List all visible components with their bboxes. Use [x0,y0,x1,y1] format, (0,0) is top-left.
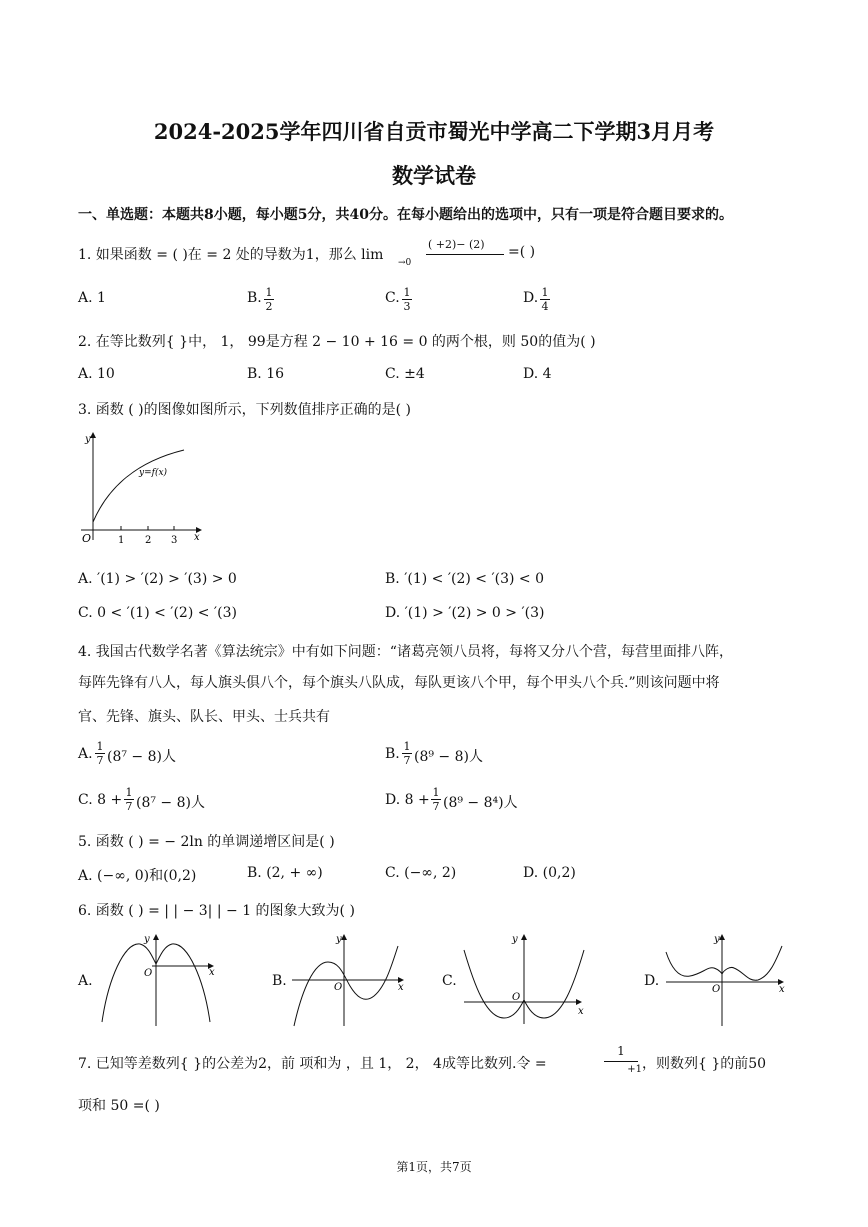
origin-label: O [82,532,92,545]
q1-stem: 1. 如果函数 = ( )在 = 2 处的导数为1，那么 lim [78,247,384,263]
y-label: y [336,934,342,945]
frac-den: 4 [541,300,549,313]
q5-option-c: C. (−∞, 2) [385,865,457,881]
frac-num: 1 [403,286,411,299]
q1-option-a: A. 1 [78,290,106,306]
q1-frac-num: ( +2)− (2) [428,238,485,251]
frac-num: 1 [125,786,133,799]
q6-stem: 6. 函数 ( ) = | | − 3| | − 1 的图象大致为( ) [78,903,355,919]
q3-function-graph [76,428,210,546]
x-label: x [578,1006,584,1017]
q6-graph-a [96,930,220,1028]
y-label: y [512,934,518,945]
q7-frac-line [604,1061,638,1062]
curve [666,946,782,980]
frac-den: 3 [403,300,411,313]
q4-option-b-label: B. [385,746,400,762]
x-label: x [209,967,215,978]
q7-frac-den: +1 [627,1064,642,1075]
q5-stem: 5. 函数 ( ) = − 2ln 的单调递增区间是( ) [78,834,335,850]
paper-title-line2: 数学试卷 [392,163,476,188]
section-heading: 一、单选题：本题共8小题，每小题5分，共40分。在每小题给出的选项中，只有一项是符合题目要求的。 [78,207,733,223]
tick-label-1: 1 [118,535,125,546]
q3-stem: 3. 函数 ( )的图像如图所示，下列数值排序正确的是( ) [78,402,412,418]
y-axis-arrow [153,934,159,940]
page-footer: 第1页，共7页 [396,1160,472,1174]
q4-line1: 4. 我国古代数学名著《算法统宗》中有如下问题：“诸葛亮领八员将，每将又分八个营，每营里面排八阵， [78,644,733,660]
q2-option-a: A. 10 [78,366,115,382]
q4-option-c-label: C. 8 + [78,792,123,808]
q4-option-b-tail: (8⁹ − 8)人 [414,749,483,765]
q3-option-d: D. ′(1) > ′(2) > 0 > ′(3) [385,605,545,621]
q6-option-a-label: A. [78,973,93,989]
x-label: x [398,982,404,993]
q3-option-a: A. ′(1) > ′(2) > ′(3) > 0 [78,571,237,587]
q2-stem: 2. 在等比数列{ }中， 1， 99是方程 2 − 10 + 16 = 0 的两个根，则 50的值为( ) [78,334,596,350]
q1-stem-end: =( ) [508,244,536,260]
q6-option-c-label: C. [442,973,457,989]
frac-den: 7 [432,800,440,813]
q6-option-b-label: B. [272,973,287,989]
x-axis-label: x [194,532,200,543]
q1-option-d-frac [540,286,550,313]
q4-option-b-frac [402,740,412,767]
frac-den: 7 [403,754,411,767]
q4-option-c-tail: (8⁷ − 8)人 [136,795,205,811]
frac-num: 1 [265,286,273,299]
y-label: y [144,934,150,945]
q4-option-a-label: A. [78,746,93,762]
function-curve [93,450,184,522]
y-label: y [714,934,720,945]
q4-option-a-tail: (8⁷ − 8)人 [107,749,176,765]
origin-label: O [144,968,153,979]
q1-option-b-frac [264,286,274,313]
frac-num: 1 [96,740,104,753]
q1-frac-line [426,254,504,255]
q4-line3: 官、先锋、旗头、队长、甲头、士兵共有 [78,709,330,725]
tick-label-3: 3 [171,535,178,546]
q4-option-d-tail: (8⁹ − 8⁴)人 [443,795,518,811]
q4-option-d-frac [431,786,441,813]
q6-option-d-label: D. [644,973,660,989]
frac-den: 2 [265,300,273,313]
frac-num: 1 [541,286,549,299]
frac-num: 1 [432,786,440,799]
q3-option-b: B. ′(1) < ′(2) < ′(3) < 0 [385,571,545,587]
q5-option-d: D. (0,2) [523,865,576,881]
q4-line2: 每阵先锋有八人，每人旗头俱八个，每个旗头八队成，每队更该八个甲，每个甲头八个兵.”则该问题中将 [78,675,720,691]
q5-option-a: A. (−∞, 0)和(0,2) [78,868,197,884]
curve-label: y=f(x) [139,468,168,478]
q1-option-c: C. [385,290,400,306]
q2-option-c: C. ±4 [385,366,425,382]
frac-num: 1 [403,740,411,753]
x-label: x [779,984,785,995]
q2-option-d: D. 4 [523,366,552,382]
y-axis-label: y [85,434,91,445]
q7-stem: 7. 已知等差数列{ }的公差为2，前 项和为 ，且 1， 2， 4成等比数列.令 = [78,1056,547,1072]
paper-title-line1: 2024-2025学年四川省自贡市蜀光中学高二下学期3月月考 [153,119,715,144]
q6-graph-c [460,930,590,1028]
origin-label: O [512,992,521,1003]
q7-stem-end: ，则数列{ }的前50 [642,1056,767,1072]
q1-lim-sub: →0 [398,258,412,268]
q6-graph-b [288,930,412,1028]
origin-label: O [712,984,721,995]
origin-label: O [334,982,343,993]
q7-line2: 项和 50 =( ) [78,1098,160,1114]
q1-option-c-frac [402,286,412,313]
frac-den: 7 [96,754,104,767]
frac-den: 7 [125,800,133,813]
q1-option-b: B. [247,290,262,306]
curve [294,946,398,1026]
q3-option-c: C. 0 < ′(1) < ′(2) < ′(3) [78,605,237,621]
q4-option-a-frac [95,740,105,767]
y-axis-arrow [341,934,347,940]
x-axis-arrow [576,999,582,1005]
q4-option-d-label: D. 8 + [385,792,430,808]
y-axis-arrow [719,934,725,940]
q2-option-b: B. 16 [247,366,285,382]
tick-label-2: 2 [145,535,152,546]
q7-frac-num: 1 [617,1044,625,1058]
y-axis-arrow [90,432,96,438]
q1-option-d: D. [523,290,539,306]
q6-graph-d [662,930,790,1028]
q5-option-b: B. (2, + ∞) [247,865,323,881]
q4-option-c-frac [124,786,134,813]
y-axis-arrow [521,934,527,940]
